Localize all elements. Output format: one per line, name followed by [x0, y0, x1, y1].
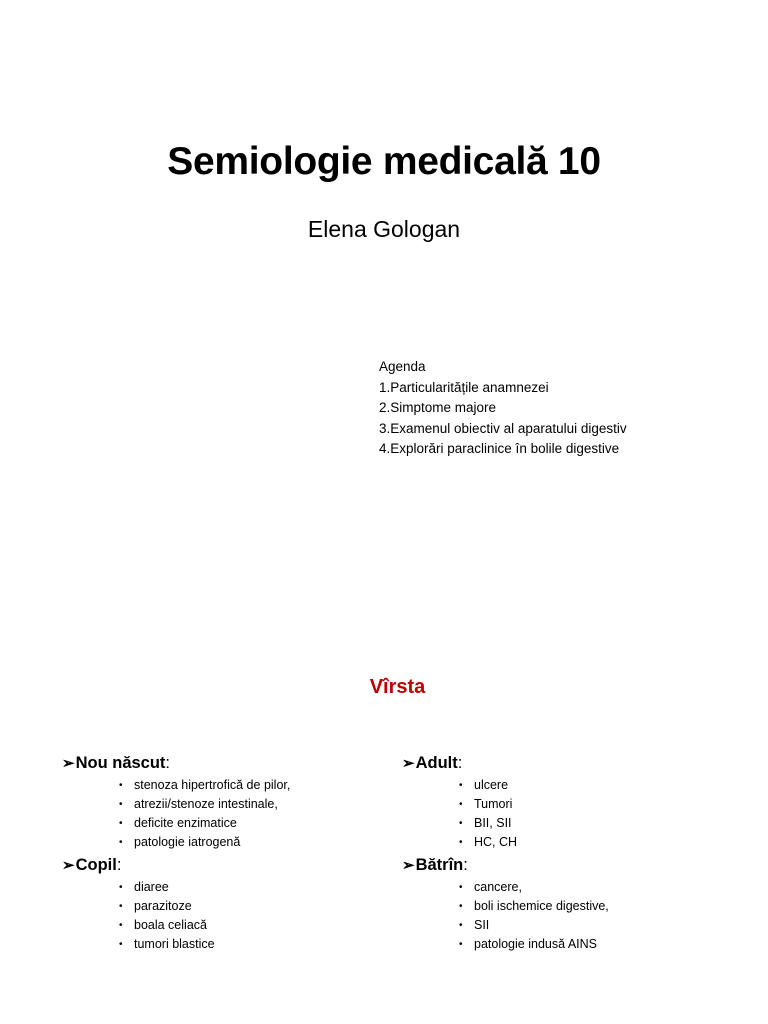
group-heading-child: ➢Copil:: [62, 856, 122, 874]
arrow-bullet-icon: ➢: [62, 755, 75, 772]
list-item: • cancere,: [402, 878, 742, 897]
list-item: • stenoza hipertrofică de pilor,: [62, 776, 402, 795]
list-item: • SII: [402, 916, 742, 935]
elderly-list: [402, 878, 742, 954]
arrow-bullet-icon: ➢: [402, 755, 415, 772]
agenda-item: 1.Particularitățile anamnezei: [379, 379, 549, 395]
list-item: • boli ischemice digestive,: [402, 897, 742, 916]
newborn-list: [62, 776, 402, 852]
list-item: • ulcere: [402, 776, 742, 795]
agenda-heading: Agenda: [379, 359, 426, 374]
list-item: • HC, CH: [402, 833, 742, 852]
left-column: [62, 752, 402, 956]
group-heading-elderly: ➢Bătrîn:: [402, 856, 468, 874]
agenda-item: 4.Explorări paraclinice în bolile digestive: [379, 441, 620, 456]
slide-age: [0, 640, 768, 1024]
author-name: Elena Gologan: [307, 216, 461, 242]
group-heading-adult: ➢Adult:: [402, 754, 463, 772]
right-column: [402, 752, 742, 956]
list-item: • boala celiacă: [62, 916, 402, 935]
list-item: • atrezii/stenoze intestinale,: [62, 795, 402, 814]
arrow-bullet-icon: ➢: [402, 857, 415, 874]
list-item: • patologie indusă AINS: [402, 935, 742, 954]
list-item: • tumori blastice: [62, 935, 402, 954]
list-item: • diaree: [62, 878, 402, 897]
arrow-bullet-icon: ➢: [62, 857, 75, 874]
section-title: Vîrsta: [369, 676, 426, 698]
child-list: [62, 878, 402, 954]
list-item: • BII, SII: [402, 814, 742, 833]
presentation-title: Semiologie medicală 10: [167, 140, 601, 183]
agenda-item: 3.Examenul obiectiv al aparatului digestiv: [379, 420, 627, 436]
list-item: • deficite enzimatice: [62, 814, 402, 833]
list-item: • parazitoze: [62, 897, 402, 916]
agenda-item: 2.Simptome majore: [379, 400, 497, 415]
agenda-box: [379, 357, 627, 460]
adult-list: [402, 776, 742, 852]
group-heading-newborn: ➢Nou născut:: [62, 754, 171, 772]
list-item: • Tumori: [402, 795, 742, 814]
list-item: • patologie iatrogenă: [62, 833, 402, 852]
